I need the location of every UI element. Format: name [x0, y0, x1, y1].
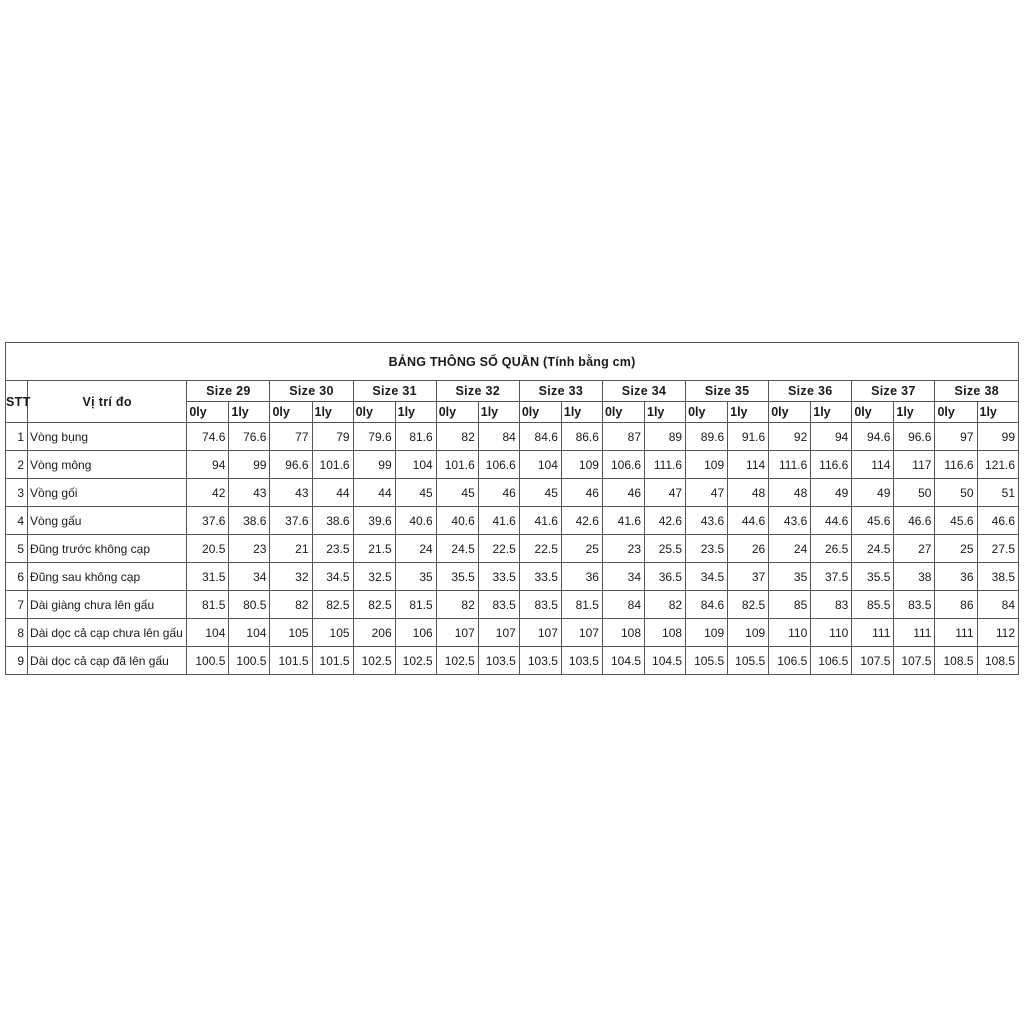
measurement-value: 23.5: [312, 535, 353, 563]
measurement-name: Đũng sau không cạp: [28, 563, 187, 591]
measurement-value: 45.6: [852, 507, 894, 535]
measurement-value: 42: [187, 479, 229, 507]
position-header: Vị trí đo: [28, 381, 187, 423]
measurement-value: 46: [478, 479, 519, 507]
measurement-value: 83.5: [894, 591, 935, 619]
size-header: Size 37: [852, 381, 935, 402]
measurement-value: 44: [353, 479, 395, 507]
measurement-value: 24.5: [852, 535, 894, 563]
measurement-value: 24: [395, 535, 436, 563]
measurement-value: 82: [645, 591, 686, 619]
measurement-value: 94: [811, 423, 852, 451]
ly-subheader: 1ly: [229, 402, 270, 423]
measurement-value: 45: [519, 479, 561, 507]
measurement-value: 50: [935, 479, 977, 507]
measurement-value: 25.5: [645, 535, 686, 563]
measurement-value: 31.5: [187, 563, 229, 591]
measurement-value: 111: [852, 619, 894, 647]
measurement-value: 109: [728, 619, 769, 647]
measurement-value: 34.5: [686, 563, 728, 591]
measurement-name: Vòng bụng: [28, 423, 187, 451]
measurement-value: 41.6: [602, 507, 644, 535]
measurement-value: 92: [769, 423, 811, 451]
measurement-value: 37.6: [187, 507, 229, 535]
measurement-value: 38.6: [229, 507, 270, 535]
measurement-value: 109: [686, 619, 728, 647]
measurement-value: 21: [270, 535, 312, 563]
measurement-value: 49: [811, 479, 852, 507]
measurement-value: 102.5: [436, 647, 478, 675]
measurement-value: 99: [977, 423, 1019, 451]
row-number: 5: [6, 535, 28, 563]
table-row: [6, 423, 1019, 451]
size-header: Size 31: [353, 381, 436, 402]
measurement-value: 107: [436, 619, 478, 647]
measurement-value: 86.6: [561, 423, 602, 451]
ly-subheader: 1ly: [977, 402, 1019, 423]
measurement-value: 104.5: [602, 647, 644, 675]
measurement-value: 39.6: [353, 507, 395, 535]
size-header: Size 32: [436, 381, 519, 402]
measurement-value: 104: [395, 451, 436, 479]
row-number: 9: [6, 647, 28, 675]
ly-subheader: 0ly: [519, 402, 561, 423]
measurement-value: 111.6: [769, 451, 811, 479]
measurement-value: 107.5: [852, 647, 894, 675]
measurement-value: 103.5: [561, 647, 602, 675]
measurement-value: 116.6: [935, 451, 977, 479]
measurement-value: 99: [353, 451, 395, 479]
measurement-value: 111.6: [645, 451, 686, 479]
measurement-value: 34.5: [312, 563, 353, 591]
measurement-value: 91.6: [728, 423, 769, 451]
measurement-value: 94: [187, 451, 229, 479]
measurement-value: 34: [229, 563, 270, 591]
measurement-value: 45.6: [935, 507, 977, 535]
measurement-value: 106: [395, 619, 436, 647]
measurement-value: 81.5: [187, 591, 229, 619]
measurement-name: Đũng trước không cạp: [28, 535, 187, 563]
measurement-value: 109: [686, 451, 728, 479]
measurement-value: 105.5: [728, 647, 769, 675]
measurement-value: 99: [229, 451, 270, 479]
measurement-value: 49: [852, 479, 894, 507]
measurement-value: 36.5: [645, 563, 686, 591]
row-number: 7: [6, 591, 28, 619]
measurement-value: 47: [686, 479, 728, 507]
measurement-value: 21.5: [353, 535, 395, 563]
ly-subheader: 1ly: [728, 402, 769, 423]
measurement-value: 106.6: [478, 451, 519, 479]
measurement-value: 23: [229, 535, 270, 563]
table-row: [6, 535, 1019, 563]
measurement-value: 24: [769, 535, 811, 563]
measurement-value: 42.6: [645, 507, 686, 535]
ly-subheader: 0ly: [270, 402, 312, 423]
ly-subheader: 1ly: [645, 402, 686, 423]
table-row: [6, 563, 1019, 591]
measurement-value: 36: [561, 563, 602, 591]
table-row: [6, 507, 1019, 535]
size-header: Size 36: [769, 381, 852, 402]
ly-subheader: 1ly: [894, 402, 935, 423]
measurement-value: 117: [894, 451, 935, 479]
measurement-value: 107.5: [894, 647, 935, 675]
measurement-value: 104: [229, 619, 270, 647]
measurement-value: 106.5: [769, 647, 811, 675]
measurement-value: 82: [436, 591, 478, 619]
measurement-value: 97: [935, 423, 977, 451]
measurement-value: 102.5: [395, 647, 436, 675]
measurement-value: 102.5: [353, 647, 395, 675]
ly-subheader: 0ly: [436, 402, 478, 423]
measurement-value: 23: [602, 535, 644, 563]
measurement-value: 87: [602, 423, 644, 451]
measurement-value: 100.5: [187, 647, 229, 675]
ly-subheader: 0ly: [852, 402, 894, 423]
measurement-value: 84: [602, 591, 644, 619]
measurement-value: 25: [935, 535, 977, 563]
measurement-value: 83.5: [478, 591, 519, 619]
table-title: BẢNG THÔNG SỐ QUẦN (Tính bằng cm): [6, 343, 1019, 381]
measurement-value: 121.6: [977, 451, 1019, 479]
measurement-value: 107: [519, 619, 561, 647]
table-row: [6, 479, 1019, 507]
measurement-value: 105.5: [686, 647, 728, 675]
ly-subheader: 1ly: [395, 402, 436, 423]
measurement-value: 46.6: [977, 507, 1019, 535]
measurement-value: 81.5: [395, 591, 436, 619]
measurement-value: 101.5: [270, 647, 312, 675]
measurement-value: 46: [602, 479, 644, 507]
measurement-value: 114: [852, 451, 894, 479]
measurement-value: 41.6: [478, 507, 519, 535]
measurement-value: 85.5: [852, 591, 894, 619]
measurement-value: 74.6: [187, 423, 229, 451]
row-number: 6: [6, 563, 28, 591]
measurement-value: 46: [561, 479, 602, 507]
measurement-value: 82: [270, 591, 312, 619]
measurement-value: 84.6: [519, 423, 561, 451]
ly-subheader: 1ly: [478, 402, 519, 423]
measurement-value: 44: [312, 479, 353, 507]
measurement-value: 108.5: [977, 647, 1019, 675]
measurement-value: 47: [645, 479, 686, 507]
measurement-value: 26: [728, 535, 769, 563]
measurement-value: 50: [894, 479, 935, 507]
measurement-value: 105: [312, 619, 353, 647]
measurement-value: 38.6: [312, 507, 353, 535]
measurement-value: 82: [436, 423, 478, 451]
measurement-value: 107: [478, 619, 519, 647]
measurement-value: 110: [811, 619, 852, 647]
measurement-value: 43.6: [769, 507, 811, 535]
measurement-value: 38.5: [977, 563, 1019, 591]
ly-subheader: 1ly: [811, 402, 852, 423]
measurement-value: 44.6: [811, 507, 852, 535]
measurement-value: 43: [270, 479, 312, 507]
measurement-value: 108: [645, 619, 686, 647]
measurement-name: Vòng mông: [28, 451, 187, 479]
size-header: Size 35: [686, 381, 769, 402]
measurement-value: 37: [728, 563, 769, 591]
size-header: Size 29: [187, 381, 270, 402]
measurement-value: 36: [935, 563, 977, 591]
measurement-value: 20.5: [187, 535, 229, 563]
measurement-value: 43: [229, 479, 270, 507]
measurement-value: 111: [894, 619, 935, 647]
measurement-value: 94.6: [852, 423, 894, 451]
measurement-value: 45: [436, 479, 478, 507]
measurement-value: 101.6: [436, 451, 478, 479]
measurement-name: Vòng gấu: [28, 507, 187, 535]
measurement-value: 106.5: [811, 647, 852, 675]
measurement-value: 22.5: [519, 535, 561, 563]
measurement-value: 26.5: [811, 535, 852, 563]
measurement-value: 116.6: [811, 451, 852, 479]
measurement-value: 38: [894, 563, 935, 591]
size-chart-table: [5, 342, 1019, 675]
measurement-value: 85: [769, 591, 811, 619]
measurement-value: 41.6: [519, 507, 561, 535]
measurement-value: 83: [811, 591, 852, 619]
table-row: [6, 591, 1019, 619]
measurement-value: 89.6: [686, 423, 728, 451]
measurement-value: 22.5: [478, 535, 519, 563]
measurement-value: 108: [602, 619, 644, 647]
measurement-value: 27.5: [977, 535, 1019, 563]
measurement-value: 43.6: [686, 507, 728, 535]
measurement-value: 33.5: [478, 563, 519, 591]
measurement-value: 96.6: [270, 451, 312, 479]
measurement-value: 84: [977, 591, 1019, 619]
size-header: Size 30: [270, 381, 353, 402]
measurement-value: 34: [602, 563, 644, 591]
measurement-value: 104: [187, 619, 229, 647]
row-number: 1: [6, 423, 28, 451]
row-number: 4: [6, 507, 28, 535]
measurement-value: 23.5: [686, 535, 728, 563]
measurement-value: 83.5: [519, 591, 561, 619]
measurement-value: 96.6: [894, 423, 935, 451]
measurement-value: 44.6: [728, 507, 769, 535]
measurement-value: 45: [395, 479, 436, 507]
measurement-value: 25: [561, 535, 602, 563]
ly-subheader: 0ly: [935, 402, 977, 423]
measurement-name: Dài dọc cả cạp đã lên gấu: [28, 647, 187, 675]
row-number: 8: [6, 619, 28, 647]
measurement-value: 100.5: [229, 647, 270, 675]
measurement-value: 40.6: [395, 507, 436, 535]
measurement-value: 37.6: [270, 507, 312, 535]
measurement-value: 42.6: [561, 507, 602, 535]
measurement-value: 114: [728, 451, 769, 479]
measurement-value: 80.5: [229, 591, 270, 619]
measurement-value: 101.6: [312, 451, 353, 479]
measurement-value: 106.6: [602, 451, 644, 479]
measurement-value: 79.6: [353, 423, 395, 451]
measurement-value: 84: [478, 423, 519, 451]
table-row: [6, 647, 1019, 675]
size-header: Size 38: [935, 381, 1019, 402]
measurement-value: 51: [977, 479, 1019, 507]
measurement-name: Dài dọc cả cạp chưa lên gấu: [28, 619, 187, 647]
measurement-value: 82.5: [728, 591, 769, 619]
measurement-value: 77: [270, 423, 312, 451]
measurement-value: 33.5: [519, 563, 561, 591]
measurement-value: 40.6: [436, 507, 478, 535]
measurement-value: 35: [769, 563, 811, 591]
measurement-value: 206: [353, 619, 395, 647]
measurement-value: 81.6: [395, 423, 436, 451]
measurement-value: 84.6: [686, 591, 728, 619]
measurement-value: 104: [519, 451, 561, 479]
size-header: Size 33: [519, 381, 602, 402]
ly-subheader: 0ly: [602, 402, 644, 423]
measurement-value: 111: [935, 619, 977, 647]
measurement-value: 103.5: [519, 647, 561, 675]
measurement-value: 35.5: [436, 563, 478, 591]
measurement-value: 27: [894, 535, 935, 563]
measurement-value: 35: [395, 563, 436, 591]
ly-subheader: 1ly: [561, 402, 602, 423]
measurement-value: 81.5: [561, 591, 602, 619]
measurement-value: 112: [977, 619, 1019, 647]
measurement-value: 32.5: [353, 563, 395, 591]
measurement-value: 46.6: [894, 507, 935, 535]
measurement-value: 109: [561, 451, 602, 479]
measurement-name: Dài giàng chưa lên gấu: [28, 591, 187, 619]
ly-subheader: 0ly: [187, 402, 229, 423]
row-number: 3: [6, 479, 28, 507]
row-number: 2: [6, 451, 28, 479]
measurement-value: 32: [270, 563, 312, 591]
measurement-value: 105: [270, 619, 312, 647]
measurement-value: 89: [645, 423, 686, 451]
measurement-value: 24.5: [436, 535, 478, 563]
measurement-value: 107: [561, 619, 602, 647]
measurement-value: 101.5: [312, 647, 353, 675]
ly-subheader: 1ly: [312, 402, 353, 423]
ly-subheader: 0ly: [686, 402, 728, 423]
measurement-value: 108.5: [935, 647, 977, 675]
measurement-value: 86: [935, 591, 977, 619]
measurement-value: 79: [312, 423, 353, 451]
measurement-value: 104.5: [645, 647, 686, 675]
stt-header: STT: [6, 381, 28, 423]
measurement-value: 82.5: [353, 591, 395, 619]
measurement-value: 35.5: [852, 563, 894, 591]
measurement-value: 48: [769, 479, 811, 507]
measurement-value: 110: [769, 619, 811, 647]
measurement-value: 82.5: [312, 591, 353, 619]
measurement-value: 103.5: [478, 647, 519, 675]
measurement-value: 48: [728, 479, 769, 507]
measurement-name: Vồng gối: [28, 479, 187, 507]
table-row: [6, 451, 1019, 479]
ly-subheader: 0ly: [769, 402, 811, 423]
size-header: Size 34: [602, 381, 685, 402]
table-row: [6, 619, 1019, 647]
measurement-value: 37.5: [811, 563, 852, 591]
ly-subheader: 0ly: [353, 402, 395, 423]
measurement-value: 76.6: [229, 423, 270, 451]
